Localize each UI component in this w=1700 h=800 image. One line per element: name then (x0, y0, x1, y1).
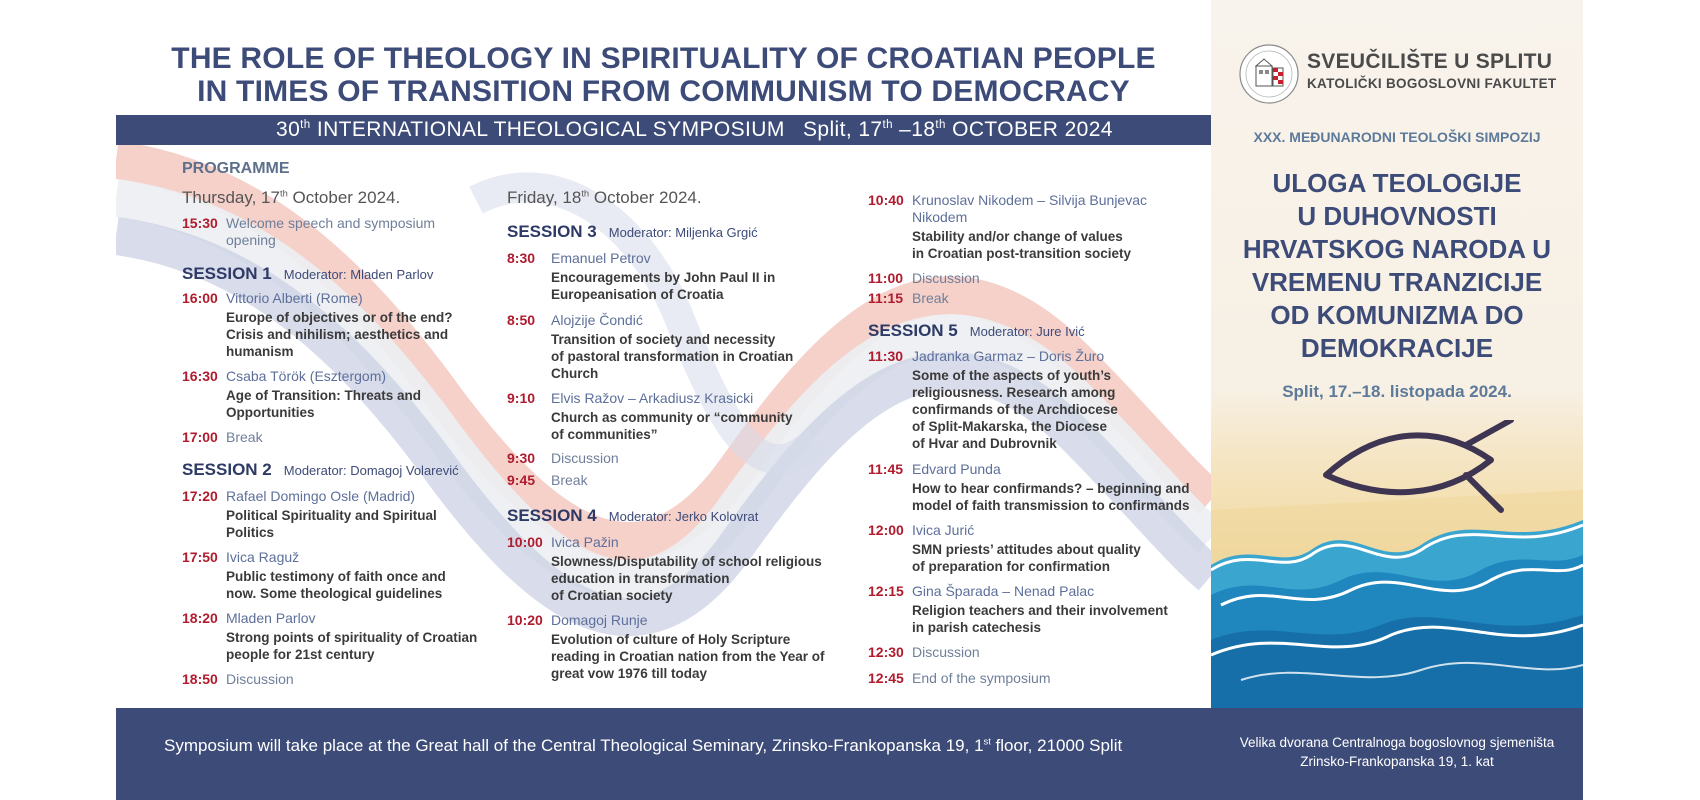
entry-title: Europeanisation of Croatia (551, 287, 724, 302)
entry-speaker: Jadranka Garmaz – Doris Žuro (912, 348, 1105, 364)
entry-time: 17:20 (182, 488, 218, 504)
entry-title: of Split-Makarska, the Diocese (912, 419, 1108, 434)
venue-croatian-line2: Zrinsko-Frankopanska 19, 1. kat (1300, 754, 1494, 769)
venue-croatian (1211, 733, 1583, 771)
session-4-header (507, 506, 758, 526)
croatian-title-line: HRVATSKOG NARODA U (1242, 234, 1552, 264)
entry-time: 17:50 (182, 549, 218, 565)
entry-speaker: Nikodem (912, 209, 968, 225)
entry-time: 9:30 (507, 450, 536, 466)
entry-title: Stability and/or change of values (912, 229, 1123, 244)
day-friday-sup: th (581, 188, 590, 199)
entry-title: Age of Transition: Threats and (226, 388, 422, 403)
programme (116, 0, 1211, 708)
entry-text: Break (551, 472, 588, 488)
croatian-symposium-label: XXX. MEĐUNARODNI TEOLOŠKI SIMPOZIJ (1253, 129, 1541, 145)
entry-title: Political Spirituality and Spiritual (226, 508, 437, 523)
entry-time: 11:45 (868, 461, 904, 477)
entry-title: Strong points of spirituality of Croatian (226, 630, 478, 645)
entry-time: 15:30 (182, 215, 218, 231)
entry-time: 12:45 (868, 670, 904, 686)
day-thursday-label: Thursday, 17 (182, 188, 280, 207)
entry-title: in parish catechesis (912, 620, 1042, 635)
entry-title: Religion teachers and their involvement (912, 603, 1168, 618)
date-sup2: th (935, 119, 946, 131)
entry-time: 12:30 (868, 644, 904, 660)
day-thursday (182, 188, 400, 208)
date-sup1: th (882, 119, 893, 131)
entry-time: 9:10 (507, 390, 536, 406)
symposium-number-sup: th (300, 119, 311, 131)
entry-time: 17:00 (182, 429, 218, 445)
entry-title: Some of the aspects of youth’s (912, 368, 1112, 383)
symposium-title: INTERNATIONAL THEOLOGICAL SYMPOSIUM (310, 118, 785, 141)
entry-title: Slowness/Disputability of school religious (551, 554, 822, 569)
venue-english (164, 736, 1122, 756)
entry-text: opening (226, 232, 276, 248)
session-moderator: Moderator: Mladen Parlov (283, 267, 434, 282)
entry-title: reading in Croatian nation from the Year of (551, 649, 825, 664)
day-friday-suffix: October 2024. (589, 188, 702, 207)
croatian-title-line: DEMOKRACIJE (1300, 333, 1494, 363)
entry-time: 11:00 (868, 270, 904, 286)
entry-speaker: Alojzije Čondić (551, 312, 643, 328)
entry-title: model of faith transmission to confirmands (912, 498, 1190, 513)
entry-time: 12:00 (868, 522, 904, 538)
session-5-header (868, 321, 1085, 341)
session-name: SESSION 1 (182, 264, 272, 283)
entry-time: 12:15 (868, 583, 904, 599)
session-1-header (182, 264, 433, 284)
fish-and-sea-illustration (1211, 420, 1583, 708)
programme-panel (116, 0, 1211, 708)
entry-time: 11:15 (868, 290, 904, 306)
entry-time: 16:30 (182, 368, 218, 384)
university-seal-icon (1239, 44, 1299, 104)
entry-title: Church (551, 366, 599, 381)
entry-time: 10:00 (507, 534, 543, 550)
entry-title: humanism (226, 344, 294, 359)
entry-title: Encouragements by John Paul II in (551, 270, 776, 285)
entry-title: Church as community or “community (551, 410, 793, 425)
entry-text: Break (226, 429, 263, 445)
venue-croatian-line1: Velika dvorana Centralnoga bogoslovnog sjemeništa (1239, 735, 1555, 750)
venue-english-sup: st (983, 736, 991, 747)
university-name: SVEUČILIŠTE U SPLITU (1307, 50, 1553, 73)
session-2-header (182, 460, 459, 480)
entry-title: confirmands of the Archdiocese (912, 402, 1118, 417)
entry-title: How to hear confirmands? – beginning and (912, 481, 1190, 496)
entry-title: SMN priests’ attitudes about quality (912, 542, 1141, 557)
entry-text: Discussion (912, 270, 980, 286)
entry-speaker: Csaba Török (Esztergom) (226, 368, 387, 384)
session-3-header (507, 222, 758, 242)
session-name: SESSION 4 (507, 506, 597, 525)
entry-time: 8:30 (507, 250, 536, 266)
entry-title: in Croatian post-transition society (912, 246, 1132, 261)
entry-title: great vow 1976 till today (551, 666, 708, 681)
main-title-line2: IN TIMES OF TRANSITION FROM COMMUNISM TO DEMOCRACY (197, 75, 1130, 108)
date-prefix: Split, 17 (803, 118, 883, 141)
entry-text: Discussion (226, 671, 294, 687)
entry-time: 16:00 (182, 290, 218, 306)
entry-time: 10:40 (868, 192, 904, 208)
entry-time: 18:50 (182, 671, 218, 687)
entry-title: Transition of society and necessity (551, 332, 776, 347)
entry-speaker: Ivica Raguž (226, 549, 300, 565)
date-suffix: OCTOBER 2024 (945, 118, 1113, 141)
session-moderator: Moderator: Miljenka Grgić (608, 225, 758, 240)
entry-title: Evolution of culture of Holy Scripture (551, 632, 791, 647)
entry-speaker: Mladen Parlov (226, 610, 316, 626)
entry-speaker: Krunoslav Nikodem – Silvija Bunjevac (912, 192, 1147, 208)
croatian-panel (1211, 0, 1583, 708)
entry-title: now. Some theological guidelines (226, 586, 443, 601)
venue-footer (116, 708, 1583, 800)
faculty-name: KATOLIČKI BOGOSLOVNI FAKULTET (1307, 76, 1557, 91)
entry-title: Europe of objectives or of the end? (226, 310, 453, 325)
entry-title: of preparation for confirmation (912, 559, 1111, 574)
venue-english-text: Symposium will take place at the Great hall of the Central Theological Seminary, Zrinsko-Frankopanska 19, 1 (164, 736, 984, 755)
entry-time: 10:20 (507, 612, 543, 628)
entry-time: 18:20 (182, 610, 218, 626)
entry-title: Politics (226, 525, 275, 540)
entry-speaker: Rafael Domingo Osle (Madrid) (226, 488, 416, 504)
entry-speaker: Elvis Ražov – Arkadiusz Krasicki (551, 390, 754, 406)
entry-title: of pastoral transformation in Croatian (551, 349, 794, 364)
day-friday-label: Friday, 18 (507, 188, 582, 207)
entry-speaker: Ivica Pažin (551, 534, 619, 550)
croatian-title (1211, 167, 1583, 365)
main-title-line1: THE ROLE OF THEOLOGY IN SPIRITUALITY OF CROATIAN PEOPLE (171, 42, 1156, 75)
entry-title: of communities” (551, 427, 658, 442)
entry-time: 8:50 (507, 312, 536, 328)
session-name: SESSION 3 (507, 222, 597, 241)
entry-title: people for 21st century (226, 647, 375, 662)
entry-speaker: Emanuel Petrov (551, 250, 651, 266)
entry-text: Discussion (551, 450, 619, 466)
programme-heading: PROGRAMME (182, 160, 290, 177)
session-moderator: Moderator: Jerko Kolovrat (608, 509, 759, 524)
entry-speaker: Domagoj Runje (551, 612, 648, 628)
entry-title: education in transformation (551, 571, 730, 586)
croatian-title-line: OD KOMUNIZMA DO (1270, 300, 1524, 330)
entry-title: Opportunities (226, 405, 315, 420)
croatian-title-line: ULOGA TEOLOGIJE (1272, 168, 1522, 198)
entry-title: religiousness. Research among (912, 385, 1116, 400)
croatian-date: Split, 17.–18. listopada 2024. (1282, 382, 1512, 401)
day-friday (507, 188, 702, 208)
entry-speaker: Edvard Punda (912, 461, 1001, 477)
day-thursday-sup: th (279, 188, 288, 199)
entry-text: End of the symposium (912, 670, 1051, 686)
date-mid: –18 (892, 118, 936, 141)
entry-speaker: Ivica Jurić (912, 522, 975, 538)
entry-speaker: Gina Šparada – Nenad Palac (912, 583, 1095, 599)
session-moderator: Moderator: Jure Ivić (969, 324, 1085, 339)
venue-english-suffix: floor, 21000 Split (990, 736, 1123, 755)
entry-text: Discussion (912, 644, 980, 660)
entry-text: Break (912, 290, 949, 306)
entry-title: Public testimony of faith once and (226, 569, 446, 584)
session-name: SESSION 2 (182, 460, 272, 479)
croatian-title-line: VREMENU TRANZICIJE (1251, 267, 1543, 297)
entry-title: of Hvar and Dubrovnik (912, 436, 1057, 451)
symposium-number: 30 (276, 118, 301, 141)
session-name: SESSION 5 (868, 321, 958, 340)
entry-title: of Croatian society (551, 588, 673, 603)
entry-time: 9:45 (507, 472, 536, 488)
day-thursday-suffix: October 2024. (287, 188, 401, 207)
entry-speaker: Vittorio Alberti (Rome) (226, 290, 363, 306)
croatian-title-line: U DUHOVNOSTI (1297, 201, 1497, 231)
poster (116, 0, 1583, 800)
entry-title: Crisis and nihilism; aesthetics and (226, 327, 449, 342)
session-moderator: Moderator: Domagoj Volarević (283, 463, 459, 478)
entry-text: Welcome speech and symposium (226, 215, 436, 231)
entry-time: 11:30 (868, 348, 904, 364)
